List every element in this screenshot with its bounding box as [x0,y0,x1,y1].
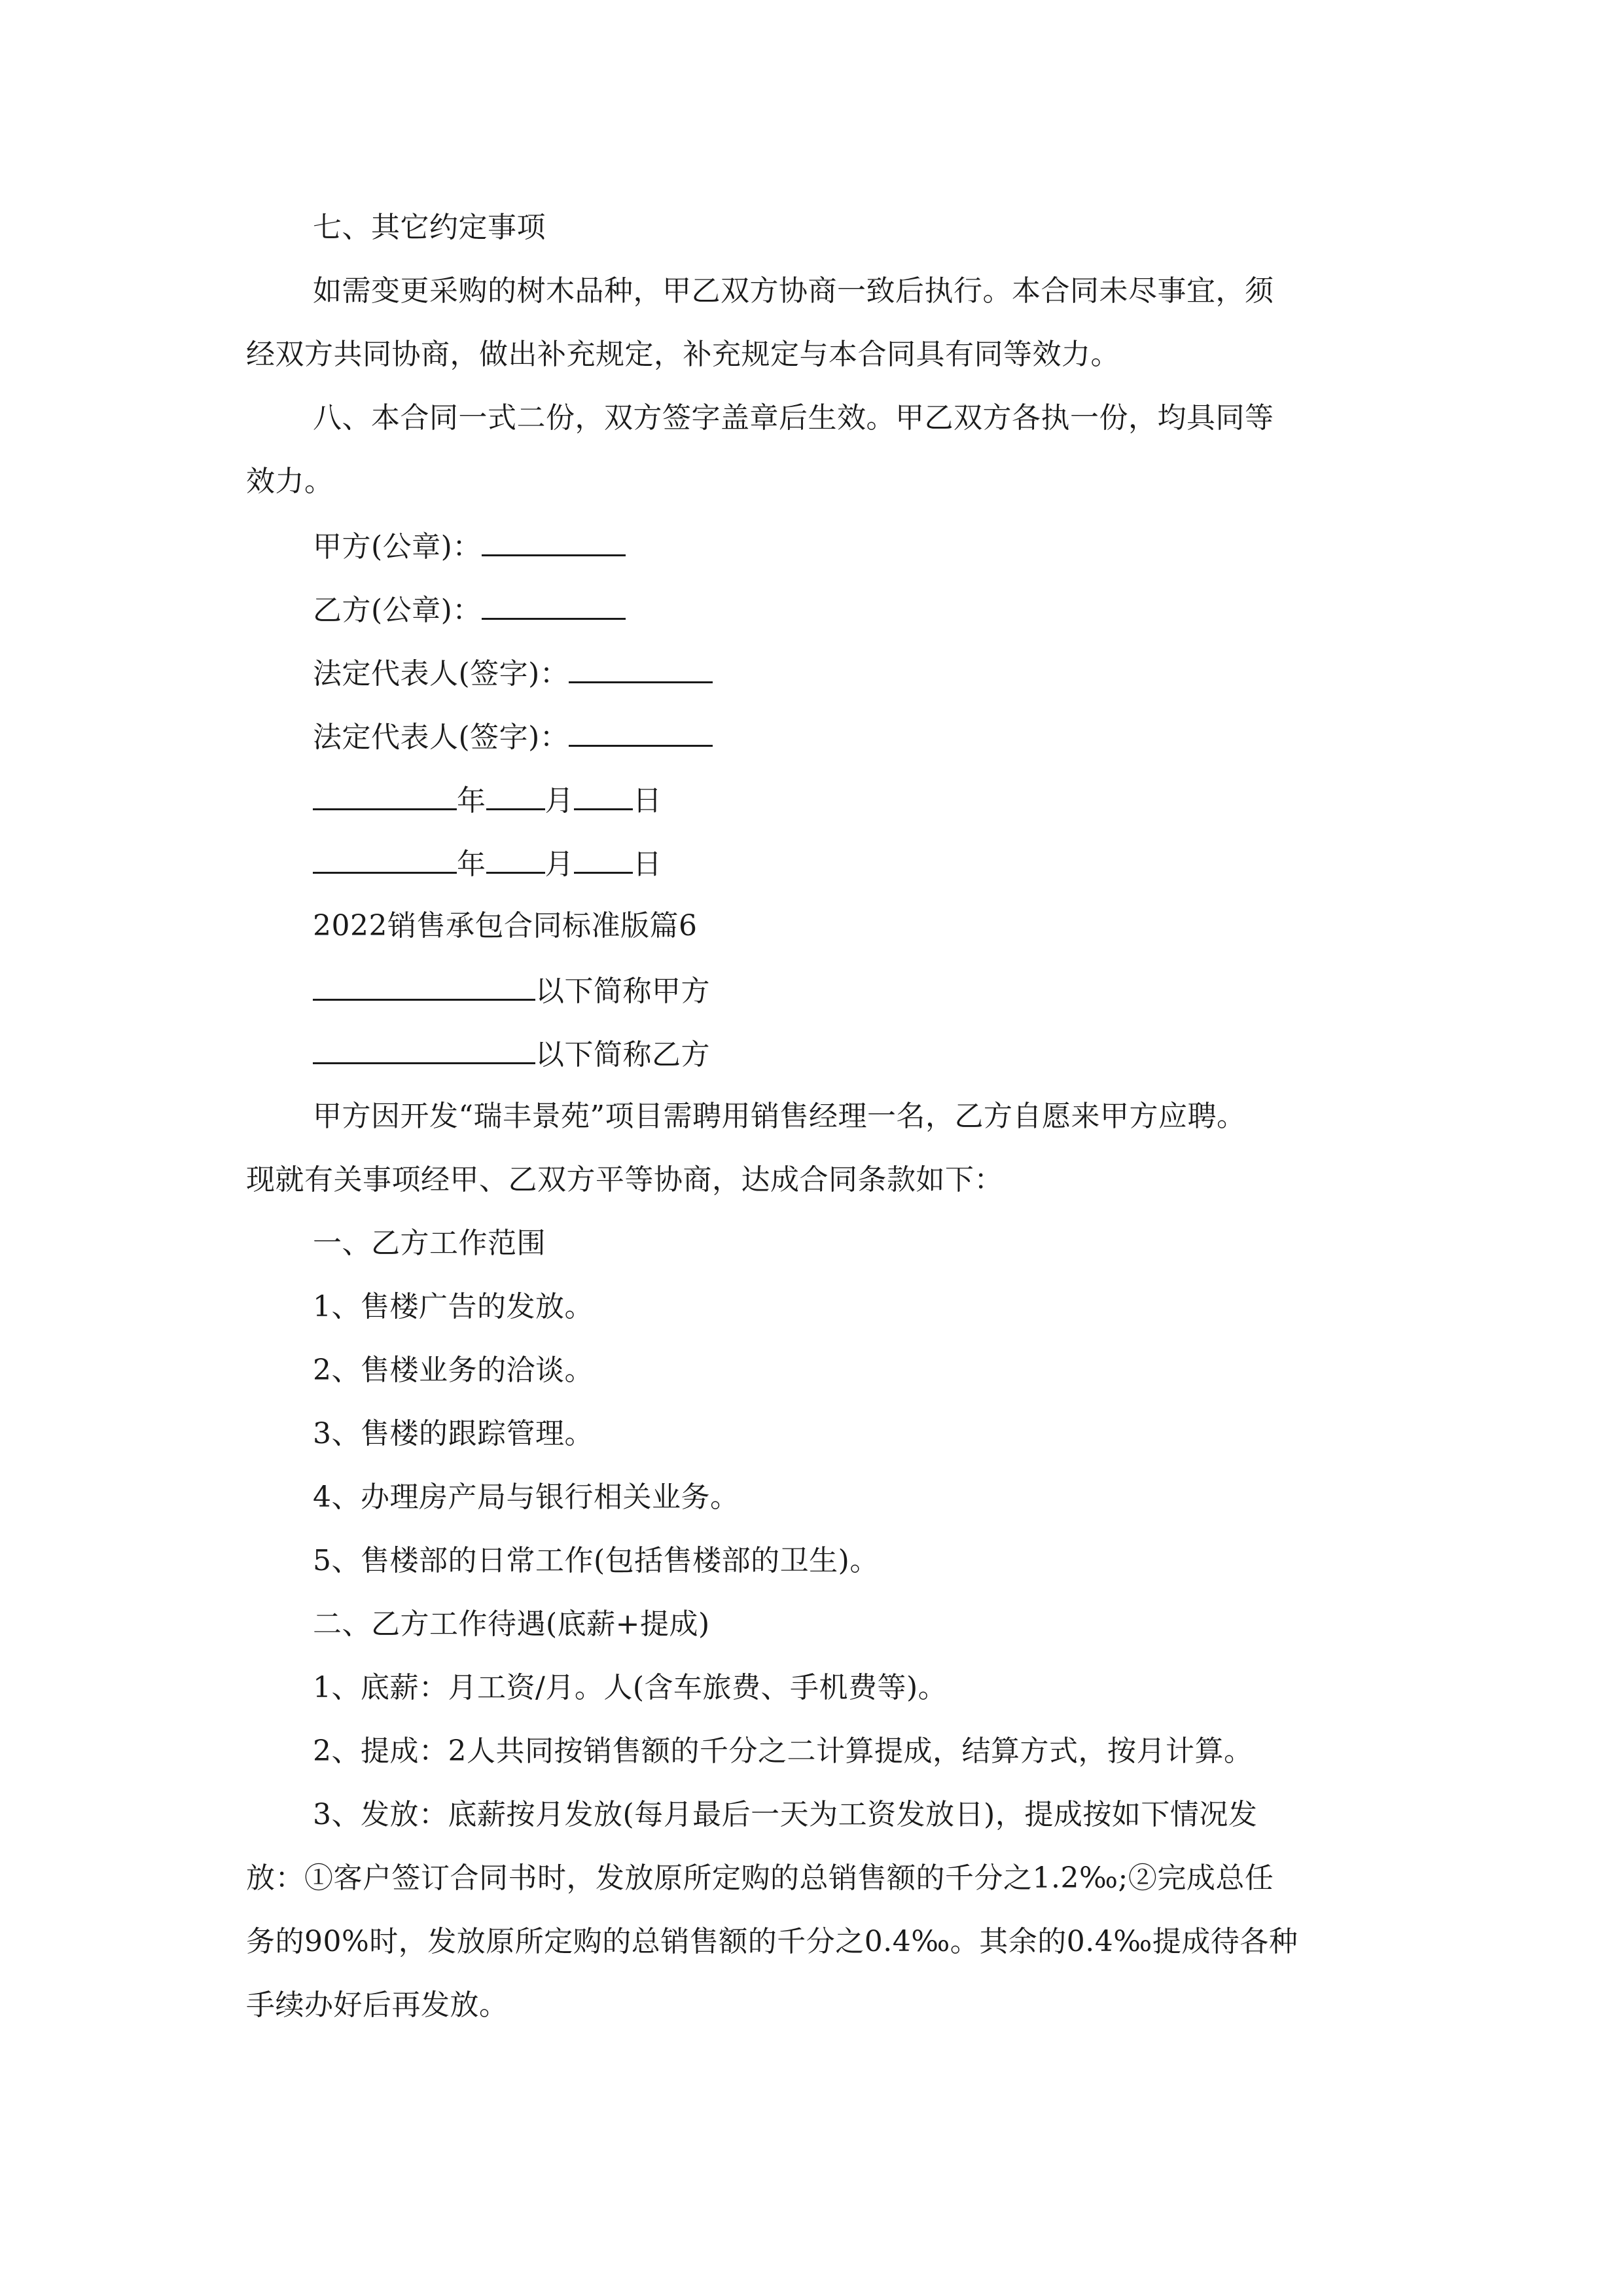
pay-item-payout-line4: 手续办好后再发放。 [246,1988,508,2022]
party-b-seal-blank[interactable] [482,589,626,620]
party-a-intro-line [313,970,710,1011]
date-1-day-blank[interactable] [574,780,633,810]
date-2-month-blank[interactable] [486,843,545,874]
pay-item-payout-line3: 务的90%时，发放原所定购的总销售额的千分之0.4‰。其余的0.4‰提成待各种 [246,1925,1298,1958]
scope-heading: 一、乙方工作范围 [313,1227,546,1260]
date-1-month-label: 月 [544,784,574,817]
date-line-2 [313,843,662,884]
scope-item: 2、售楼业务的洽谈。 [313,1354,594,1387]
date-2-month-label: 月 [544,848,574,881]
party-a-intro-label: 以下简称甲方 [535,975,710,1008]
section7-paragraph-line2: 经双方共同协商，做出补充规定，补充规定与本合同具有同等效力。 [246,338,1120,371]
date-1-month-blank[interactable] [486,780,545,810]
pay-item-base-salary: 1、底薪：月工资/月。人(含车旅费、手机费等)。 [313,1671,948,1704]
scope-item: 1、售楼广告的发放。 [313,1290,594,1323]
scope-item: 5、售楼部的日常工作(包括售楼部的卫生)。 [313,1544,879,1577]
scope-item: 3、售楼的跟踪管理。 [313,1417,594,1450]
legal-rep-2-line [313,716,713,757]
scope-item: 4、办理房产局与银行相关业务。 [313,1480,740,1514]
intro-paragraph-line2: 现就有关事项经甲、乙双方平等协商，达成合同条款如下： [246,1163,1003,1196]
party-b-intro-line [313,1033,710,1075]
section7-heading: 七、其它约定事项 [313,211,546,244]
party-a-seal-blank[interactable] [482,526,626,556]
section8-line2: 效力。 [246,465,334,498]
pay-heading: 二、乙方工作待遇(底薪+提成) [313,1607,710,1641]
party-a-name-blank[interactable] [313,970,535,1001]
legal-rep-2-label: 法定代表人(签字)： [313,721,569,754]
date-1-year-label: 年 [457,784,486,817]
party-a-seal-label: 甲方(公章)： [313,530,482,564]
date-1-year-blank[interactable] [313,780,457,810]
party-a-seal-line [313,526,626,567]
party-b-name-blank[interactable] [313,1033,535,1064]
date-1-day-label: 日 [633,784,662,817]
section8-line1: 八、本合同一式二份，双方签字盖章后生效。甲乙双方各执一份，均具同等 [313,401,1274,435]
party-b-intro-label: 以下简称乙方 [535,1038,710,1071]
date-line-1 [313,780,662,821]
pay-item-payout-line1: 3、发放：底薪按月发放(每月最后一天为工资发放日)，提成按如下情况发 [313,1798,1258,1831]
date-2-day-label: 日 [633,848,662,881]
date-2-year-label: 年 [457,848,486,881]
intro-paragraph-line1: 甲方因开发“瑞丰景苑”项目需聘用销售经理一名，乙方自愿来甲方应聘。 [313,1100,1246,1133]
section7-paragraph-line1: 如需变更采购的树木品种，甲乙双方协商一致后执行。本合同未尽事宜，须 [313,274,1274,308]
pay-item-commission: 2、提成：2人共同按销售额的千分之二计算提成，结算方式，按月计算。 [313,1734,1253,1768]
party-b-seal-line [313,589,626,630]
date-2-year-blank[interactable] [313,843,457,874]
party-b-seal-label: 乙方(公章)： [313,594,482,627]
legal-rep-1-label: 法定代表人(签字)： [313,657,569,691]
legal-rep-1-line [313,653,713,694]
contract6-title: 2022销售承包合同标准版篇6 [313,909,698,942]
legal-rep-2-blank[interactable] [569,716,713,747]
date-2-day-blank[interactable] [574,843,633,874]
pay-item-payout-line2: 放：①客户签订合同书时，发放原所定购的总销售额的千分之1.2‰;②完成总任 [246,1861,1274,1895]
legal-rep-1-blank[interactable] [569,653,713,683]
